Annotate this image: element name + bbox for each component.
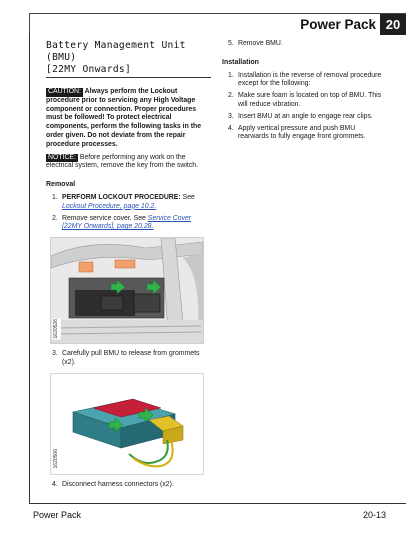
step-number: 5. <box>228 40 234 47</box>
removal-steps-cont <box>46 350 206 368</box>
install-step-2 <box>222 92 387 110</box>
caution-text: Always perform the Lockout procedure prior to servicing any High Voltage component or connection. Proper procedures must be followed! To protect electrical components, perform the following tasks in the order given. Do not deviate from the repair procedure processes. <box>46 88 202 148</box>
figure-code: 1620526 <box>53 318 59 339</box>
step-text: Remove BMU. <box>238 40 283 47</box>
figure-bmu-in-vehicle <box>50 237 204 344</box>
notice-text: Before performing any work on the electrical system, remove the key from the switch. <box>46 153 199 170</box>
removal-step-3 <box>46 350 206 368</box>
step-text: Installation is the reverse of removal procedure except for the following: <box>238 71 382 88</box>
figure-bmu-harness <box>50 373 204 475</box>
section-title-line1: Battery Management Unit (BMU) <box>46 40 186 63</box>
step-number: 1. <box>52 193 58 201</box>
installation-steps <box>222 72 387 143</box>
step-text: Make sure foam is located on top of BMU. This will reduce vibration. <box>238 92 382 108</box>
step-lead: PERFORM LOCKOUT PROCEDURE: <box>62 193 181 201</box>
section-title-underline <box>46 77 211 78</box>
left-margin-rule <box>29 35 30 503</box>
step-number: 2. <box>52 214 58 222</box>
footer-rule <box>29 503 406 504</box>
caution-block <box>46 88 206 150</box>
removal-steps-right <box>222 40 387 49</box>
section-number-badge: 20 <box>380 14 406 35</box>
removal-step-2 <box>46 215 206 233</box>
notice-block <box>46 154 206 172</box>
removal-heading: Removal <box>46 181 76 189</box>
header-rule <box>29 13 406 14</box>
step-text: Disconnect harness connectors (x2). <box>62 480 174 488</box>
caution-tag: CAUTION: <box>48 88 81 95</box>
section-title-line2: [22MY Onwards] <box>46 64 132 75</box>
step-number: 1. <box>228 71 234 79</box>
chapter-title: Power Pack <box>300 17 376 32</box>
step-text: Apply vertical pressure and push BMU rearwards to fully engage front grommets. <box>238 124 366 141</box>
removal-step-5 <box>222 40 387 49</box>
lockout-procedure-link[interactable]: Lockout Procedure, page 10.2. <box>62 202 157 210</box>
bmu-installed-illustration <box>51 238 203 343</box>
step-number: 4. <box>228 124 234 132</box>
left-column <box>46 40 206 493</box>
page-number: 20-13 <box>362 510 386 520</box>
install-step-1 <box>222 72 387 90</box>
figure-code: 1620506 <box>53 449 59 469</box>
notice-tag: NOTICE: <box>48 153 76 161</box>
removal-steps-cont2 <box>46 481 206 490</box>
step-text: See <box>182 193 195 201</box>
install-step-4 <box>222 125 387 143</box>
removal-step-1 <box>46 194 206 212</box>
service-cover-link[interactable]: Service Cover [22MY Onwards], page 20.28. <box>62 214 192 231</box>
step-text: Insert BMU at an angle to engage rear clips. <box>238 112 373 120</box>
install-step-3 <box>222 113 387 122</box>
removal-step-4 <box>46 481 206 490</box>
step-text: Remove service cover. See <box>62 214 146 222</box>
step-number: 4. <box>52 480 58 488</box>
right-column <box>222 40 387 145</box>
removal-steps <box>46 194 206 232</box>
bmu-harness-illustration <box>51 374 203 474</box>
step-number: 3. <box>228 112 234 120</box>
step-number: 3. <box>52 350 58 358</box>
footer-chapter: Power Pack <box>33 510 82 520</box>
step-text: Carefully pull BMU to release from grommets (x2). <box>62 350 200 366</box>
step-number: 2. <box>228 92 234 100</box>
header-tick <box>29 13 30 35</box>
installation-heading: Installation <box>222 58 259 66</box>
